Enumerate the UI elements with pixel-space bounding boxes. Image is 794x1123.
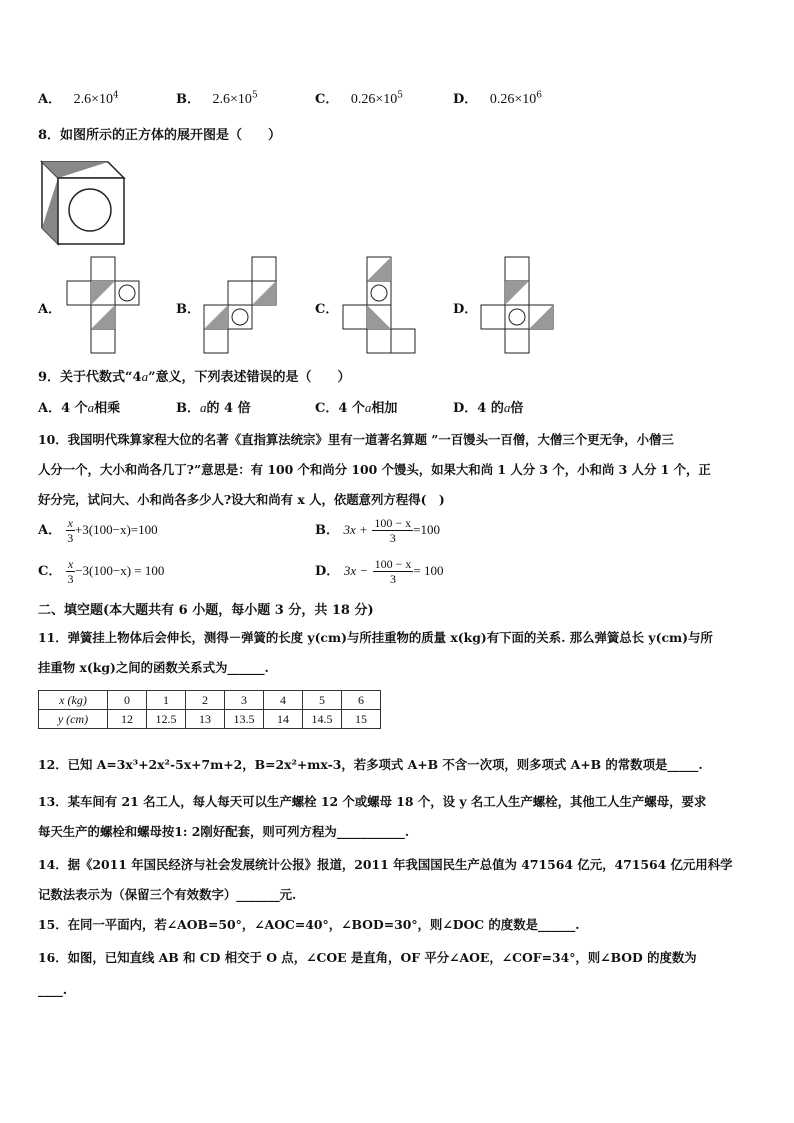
q8-stem: 8．如图所示的正方体的展开图是（ ） [38,128,282,143]
q9-option-d: D．4 的a倍 [453,400,524,416]
table-cell: 15 [342,710,381,729]
q10-line-3: 好分完，试问大、小和尚各多少人?设大和尚有 x 人，依题意列方程得( ) [38,492,445,507]
q7-option-a: A． $2.6\times 10^4$ [38,90,119,107]
q9-stem: 9．关于代数式“4a”意义，下列表述错误的是（ ） [38,369,351,385]
q10-option-b: B． 3x + $\frac{100 - x}{3}$ =100 [315,516,440,545]
table-cell: y (cm) [39,710,108,729]
q9-option-b: B．a的 4 倍 [176,400,251,416]
table-cell: 14 [264,710,303,729]
q7-option-b: B． $2.6\times 10^5$ [176,90,258,107]
q8-label-d: D． [453,302,478,317]
cube-figure [38,158,130,248]
q11-line-1: 11．弹簧挂上物体后会伸长，测得－弹簧的长度 y(cm)与所挂重物的质量 x(kg)有下面的关系. 那么弹簧总长 y(cm)与所 [38,630,713,645]
q8-label-c: C． [315,302,339,317]
q15-text: 15．在同一平面内，若∠AOB=50°，∠AOC=40°，∠BOD=30°，则∠DOC 的度数是______. [38,917,580,932]
net-a-figure [66,256,142,354]
net-c-figure [342,256,418,354]
table-cell: 5 [303,691,342,710]
q11-table [38,690,381,729]
q13-line-2: 每天生产的螺栓和螺母按1: 2刚好配套，则可列方程为___________. [38,824,410,839]
q16-line-1: 16．如图，已知直线 AB 和 CD 相交于 O 点，∠COE 是直角，OF 平分∠AOE，∠COF=34°，则∠BOD 的度数为 [38,950,697,965]
q16-line-2: ____. [38,982,68,997]
table-cell: 14.5 [303,710,342,729]
q8-label-b: B． [176,302,200,317]
table-cell: 0 [108,691,147,710]
table-cell: 6 [342,691,381,710]
q13-line-1: 13．某车间有 21 名工人，每人每天可以生产螺栓 12 个或螺母 18 个，设 y 名工人生产螺栓，其他工人生产螺母，要求 [38,794,707,809]
table-row [39,691,381,710]
table-cell: 13 [186,710,225,729]
q14-line-2: 记数法表示为（保留三个有效数字）_______元. [38,887,297,902]
q12-text: 12．已知 A=3x³+2x²-5x+7m+2，B=2x²+mx-3，若多项式 A+B 不含一次项，则多项式 A+B 的常数项是_____. [38,757,703,772]
q8-label-a: A． [38,302,62,317]
q10-line-1: 10．我国明代珠算家程大位的名著《直指算法统宗》里有一道著名算题 ”一百馒头一百僧，大僧三个更无争，小僧三 [38,432,674,447]
q7-option-d: D． $0.26\times 10^6$ [453,90,542,107]
table-cell: 13.5 [225,710,264,729]
table-cell: 1 [147,691,186,710]
table-cell: 2 [186,691,225,710]
q9-option-c: C．4 个a相加 [315,400,398,416]
table-cell: x (kg) [39,691,108,710]
table-row [39,710,381,729]
table-cell: 12.5 [147,710,186,729]
table-cell: 4 [264,691,303,710]
table-cell: 3 [225,691,264,710]
q10-option-a: A． $\frac{x}{3}$ +3(100−x)=100 [38,516,158,545]
q10-option-c: C． $\frac{x}{3}$ −3(100−x) = 100 [38,557,165,586]
q9-option-a: A．4 个a相乘 [38,400,121,416]
q7-option-c: C． $0.26\times 10^5$ [315,90,404,107]
q10-line-2: 人分一个，大小和尚各几丁?”意思是：有 100 个和尚分 100 个馒头，如果大和尚 1 人分 3 个，小和尚 3 人分 1 个，正 [38,462,711,477]
q11-line-2: 挂重物 x(kg)之间的函数关系式为______. [38,660,269,675]
net-d-figure [480,256,556,354]
q10-option-d: D． 3x − $\frac{100 - x}{3}$ = 100 [315,557,444,586]
q14-line-1: 14．据《2011 年国民经济与社会发展统计公报》报道，2011 年我国国民生产总值为 471564 亿元，471564 亿元用科学 [38,857,733,872]
net-b-figure [203,256,279,354]
section-2-heading: 二、填空题(本大题共有 6 小题，每小题 3 分，共 18 分) [38,603,374,618]
table-cell: 12 [108,710,147,729]
